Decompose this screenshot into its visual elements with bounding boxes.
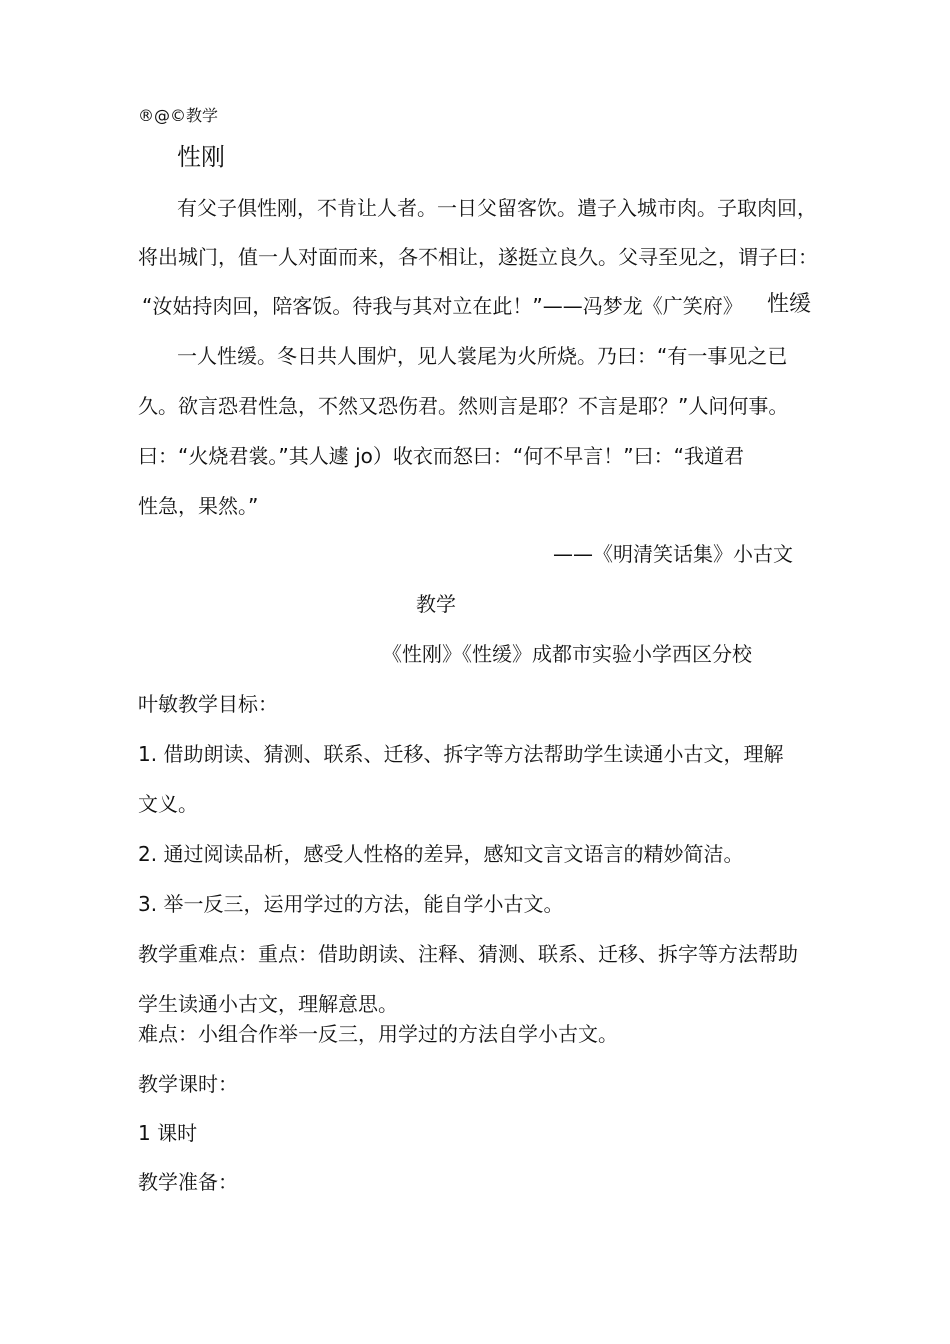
lesson-heading: 教学 bbox=[416, 592, 456, 616]
story1-line-3: “汝姑持肉回，陪客饭。待我与其对立在此！”——冯梦龙《广笑府》 bbox=[142, 294, 743, 318]
story1-line-2: 将出城门，值一人对面而来，各不相让，遂挺立良久。父寻至见之，谓子曰： bbox=[138, 245, 818, 269]
lesson-subtitle: 《性刚》《性缓》成都市实验小学西区分校 bbox=[382, 642, 752, 666]
difficulty: 难点：小组合作举一反三，用学过的方法自学小古文。 bbox=[138, 1022, 618, 1046]
story2-line-1: 一人性缓。冬日共人围炉，见人裳尾为火所烧。乃曰：“有一事见之已 bbox=[177, 344, 788, 368]
story2-line-3: 曰：“火烧君裳。”其人遽 jo）收衣而怒曰：“何不早言！”曰：“我道君 bbox=[138, 444, 744, 468]
keypoints-line-2: 学生读通小古文，理解意思。 bbox=[138, 992, 398, 1016]
prep-label: 教学准备： bbox=[138, 1170, 238, 1194]
goal-3: 3. 举一反三，运用学过的方法，能自学小古文。 bbox=[138, 892, 564, 916]
story1-line-1: 有父子俱性刚，不肯让人者。一日父留客饮。遣子入城市肉。子取肉回， bbox=[177, 196, 817, 220]
story2-title: 性缓 bbox=[767, 292, 812, 317]
story1-title: 性刚 bbox=[177, 143, 225, 171]
story2-line-2: 久。欲言恐君性急，不然又恐伤君。然则言是耶？不言是耶？”人问何事。 bbox=[138, 394, 789, 418]
story2-line-4: 性急，果然。” bbox=[138, 494, 259, 518]
header-label: ®@©教学 bbox=[138, 106, 219, 125]
story2-source: ——《明清笑话集》小古文 bbox=[553, 542, 793, 566]
hours-value: 1 课时 bbox=[138, 1121, 198, 1145]
goals-label: 叶敏教学目标： bbox=[138, 692, 278, 716]
keypoints-line-1: 教学重难点：重点：借助朗读、注释、猜测、联系、迁移、拆字等方法帮助 bbox=[138, 942, 798, 966]
goal-1-line-1: 1. 借助朗读、猜测、联系、迁移、拆字等方法帮助学生读通小古文，理解 bbox=[138, 742, 784, 766]
hours-label: 教学课时： bbox=[138, 1072, 238, 1096]
goal-1-line-2: 文义。 bbox=[138, 792, 198, 816]
goal-2: 2. 通过阅读品析，感受人性格的差异，感知文言文语言的精妙简洁。 bbox=[138, 842, 744, 866]
